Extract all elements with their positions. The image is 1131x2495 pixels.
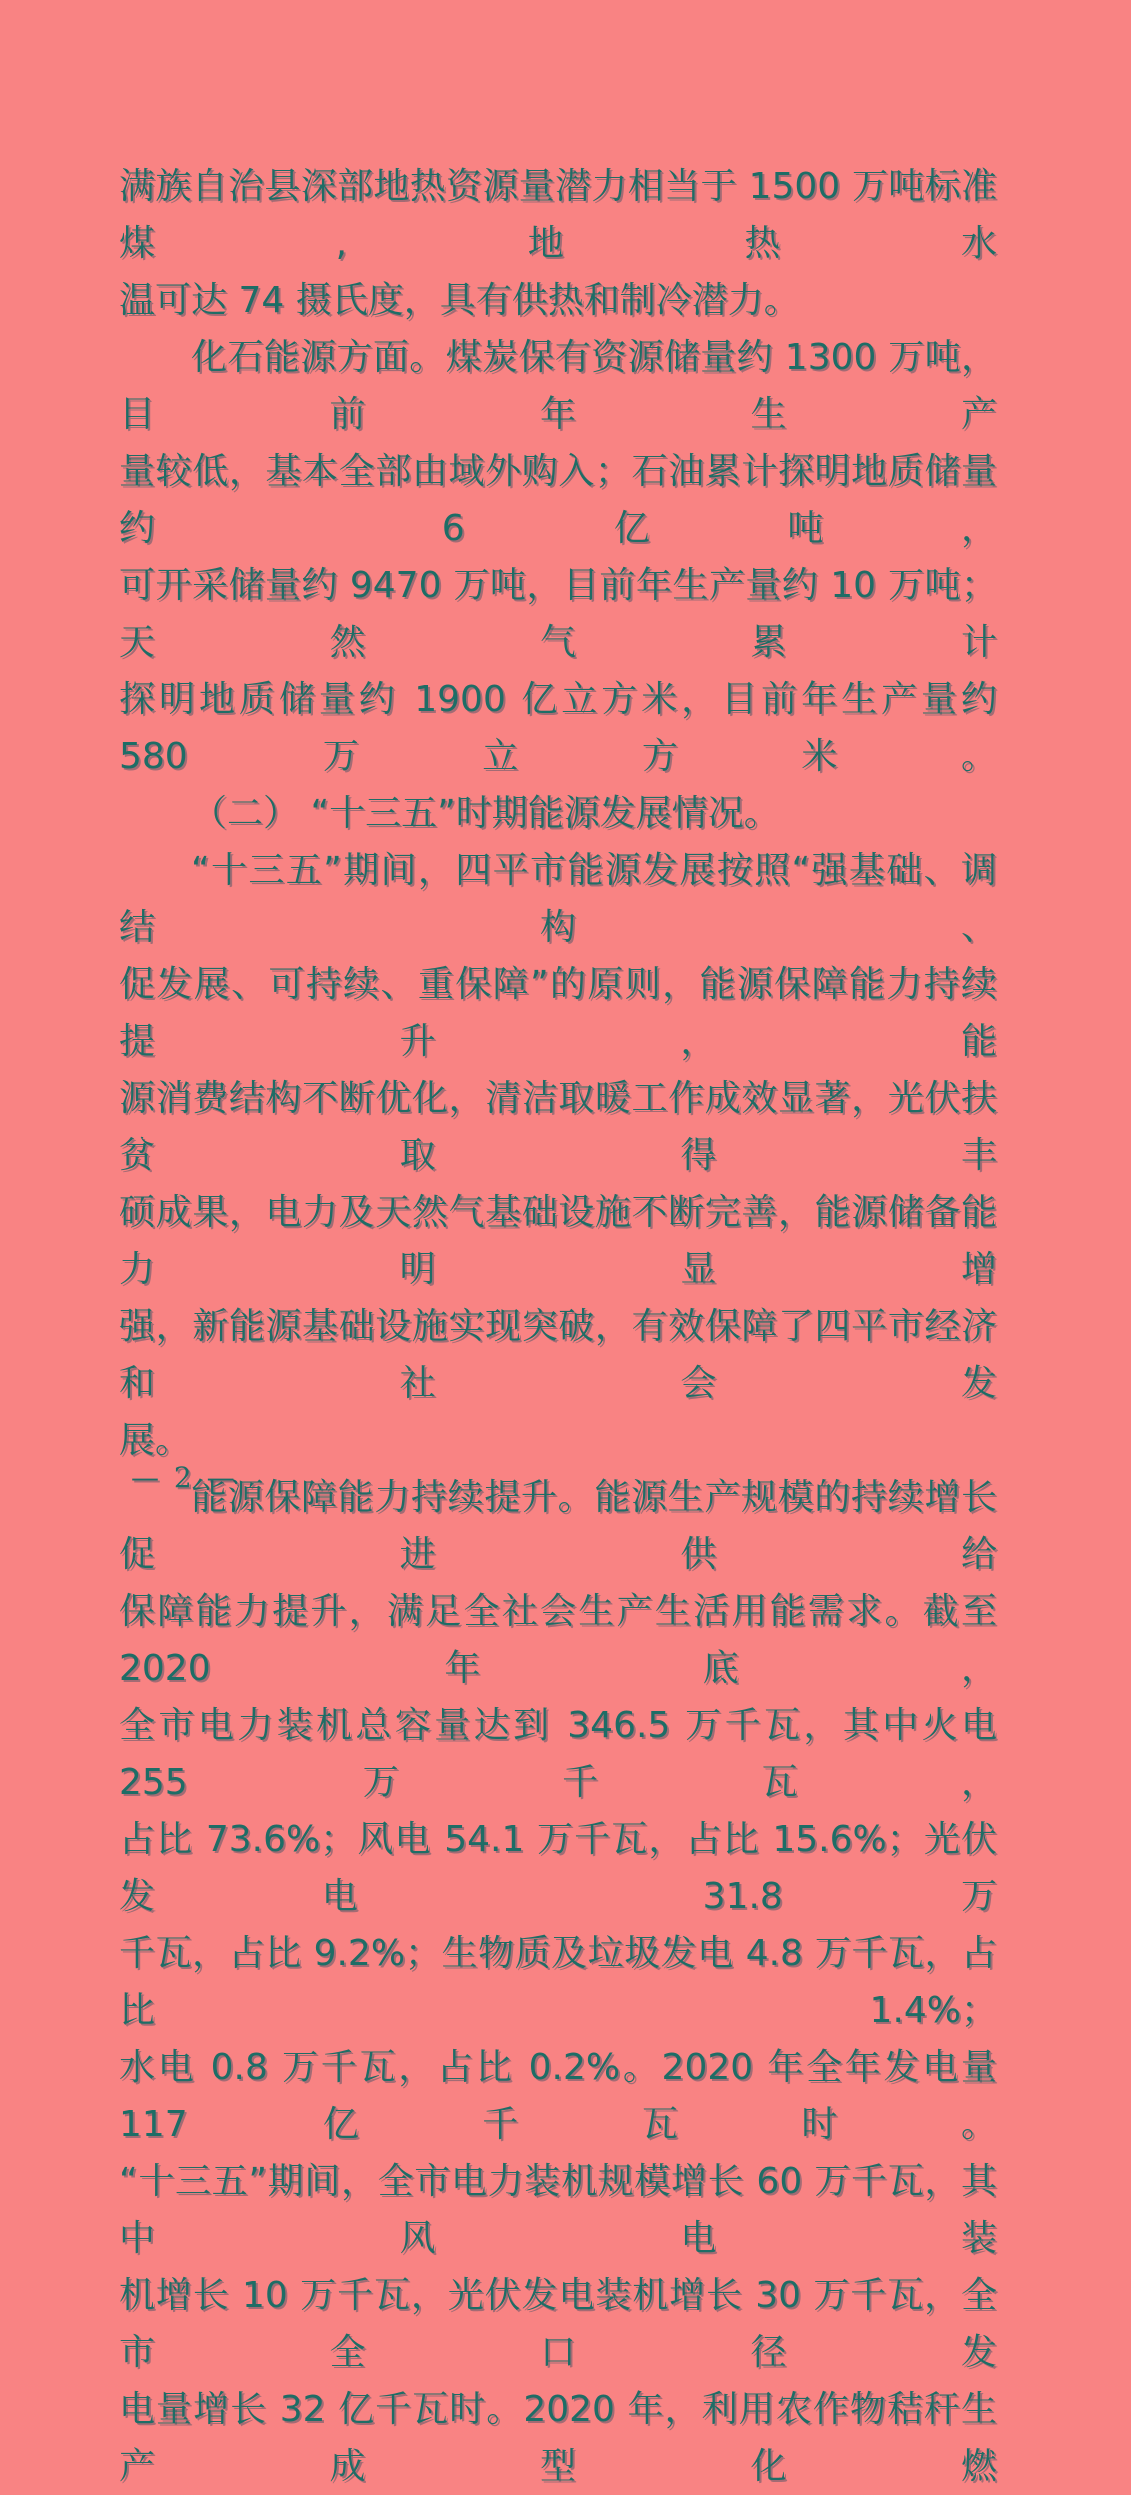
text-line: 可开采储量约 9470 万吨，目前年生产量约 10 万吨；天然气累计 (119, 565, 997, 663)
text-line: 能源保障能力持续提升。能源生产规模的持续增长促进供给 (119, 1477, 997, 1575)
text-line: 源消费结构不断优化，清洁取暖工作成效显著，光伏扶贫取得丰 (119, 1078, 997, 1176)
text-line: “十三五”期间，四平市能源发展按照“强基础、调结构、 (119, 850, 997, 948)
text-line: 满族自治县深部地热资源量潜力相当于 1500 万吨标准煤,地热水 (119, 166, 997, 264)
text-line: 温可达 74 摄氏度，具有供热和制冷潜力。 (119, 280, 800, 321)
text-line: 化石能源方面。煤炭保有资源储量约 1300 万吨，目前年生产 (119, 337, 997, 435)
text-line: 强，新能源基础设施实现突破，有效保障了四平市经济和社会发 (119, 1306, 997, 1404)
text-line: 探明地质储量约 1900 亿立方米，目前年生产量约 580 万立方米。 (119, 679, 997, 777)
text-line: 全市电力装机总容量达到 346.5 万千瓦，其中火电 255 万千瓦， (119, 1705, 997, 1803)
text-line: （二） “十三五”时期能源发展情况。 (191, 793, 780, 834)
text-line: 量较低，基本全部由域外购入；石油累计探明地质储量约 6 亿吨， (119, 451, 997, 549)
text-line: 硕成果，电力及天然气基础设施不断完善，能源储备能力明显增 (119, 1192, 997, 1290)
text-line: 占比 73.6%；风电 54.1 万千瓦，占比 15.6%；光伏发电 31.8 万 (119, 1819, 997, 1917)
text-line: 水电 0.8 万千瓦，占比 0.2%。2020 年全年发电量 117 亿千瓦时。 (119, 2047, 997, 2145)
text-line: 保障能力提升，满足全社会生产生活用能需求。截至 2020 年底， (119, 1591, 997, 1689)
page-footer (131, 1461, 238, 1494)
page-number: — 2 — (131, 1461, 238, 1494)
text-line: 展。 (119, 1420, 192, 1461)
text-line: 促发展、可持续、重保障”的原则，能源保障能力持续提升，能 (119, 964, 997, 1062)
text-line: 千瓦，占比 9.2%；生物质及垃圾发电 4.8 万千瓦，占比 1.4%； (119, 1933, 997, 2031)
text-line: 机增长 10 万千瓦，光伏发电装机增长 30 万千瓦，全市全口径发 (119, 2275, 997, 2373)
text-line: “十三五”期间，全市电力装机规模增长 60 万千瓦，其中风电装 (119, 2161, 997, 2259)
document-body (119, 158, 997, 2495)
text-line: 电量增长 32 亿千瓦时。2020 年，利用农作物秸秆生产成型化燃 (119, 2389, 997, 2487)
